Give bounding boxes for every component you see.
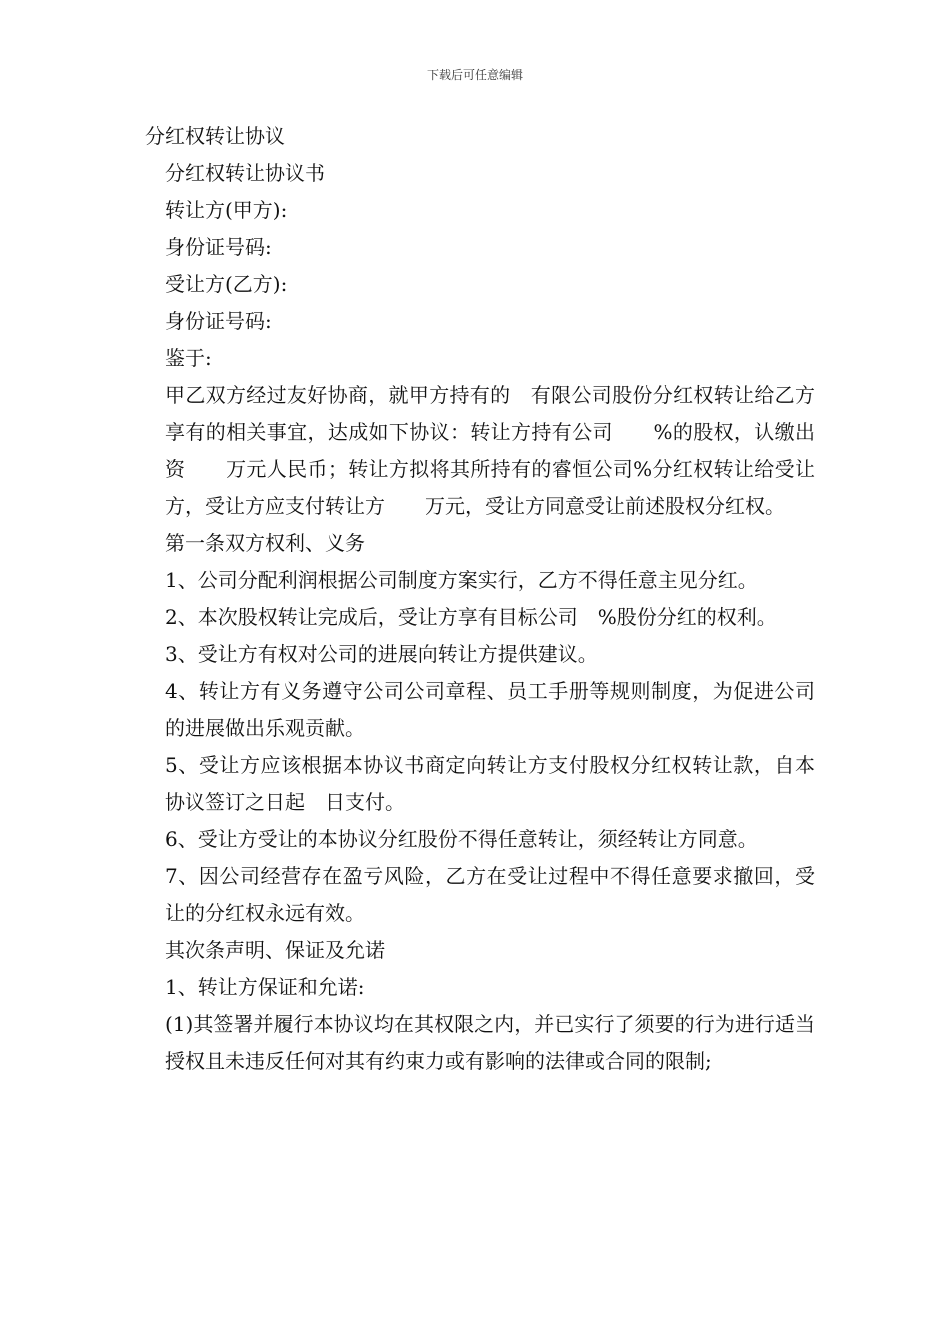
document-body [145, 118, 815, 1080]
article-2-clause-1: 1、转让方保证和允诺: [165, 975, 365, 999]
party-a-id-label: 身份证号码: [165, 235, 272, 259]
article-1-clause-2: 2、本次股权转让完成后，受让方享有目标公司 %股份分红的权利。 [165, 605, 777, 629]
page-header-note: 下载后可任意编辑 [426, 68, 523, 82]
document-title: 分红权转让协议 [145, 124, 285, 148]
party-b-id-label: 身份证号码: [165, 309, 272, 333]
article-1-clause-4: 4、转让方有义务遵守公司公司章程、员工手册等规则制度，为促进公司的进展做出乐观贡献。 [165, 679, 815, 740]
article-2-heading: 其次条声明、保证及允诺 [165, 938, 385, 962]
article-1-clause-5: 5、受让方应该根据本协议书商定向转让方支付股权分红权转让款，自本协议签订之日起 日支付。 [165, 753, 815, 814]
article-1-heading: 第一条双方权利、义务 [165, 531, 365, 555]
article-1-clause-3: 3、受让方有权对公司的进展向转让方提供建议。 [165, 642, 598, 666]
article-2-clause-1-item-1: (1)其签署并履行本协议均在其权限之内，并已实行了须要的行为进行适当授权且未违反任何对其有约束力或有影响的法律或合同的限制; [165, 1012, 815, 1073]
document-subtitle: 分红权转让协议书 [165, 161, 325, 185]
party-b-label: 受让方(乙方): [165, 272, 288, 296]
article-1-clause-6: 6、受让方受让的本协议分红股份不得任意转让，须经转让方同意。 [165, 827, 758, 851]
article-1-clause-7: 7、因公司经营存在盈亏风险，乙方在受让过程中不得任意要求撤回，受让的分红权永远有效。 [165, 864, 815, 925]
recital-paragraph: 甲乙双方经过友好协商，就甲方持有的 有限公司股份分红权转让给乙方享有的相关事宜，达成如下协议：转让方持有公司 %的股权，认缴出资 万元人民币；转让方拟将其所持有的睿恒公司%分红权转让给受让方，受让方应支付转让方 万元，受让方同意受让前述股权分红权。 [165, 383, 815, 518]
whereas-label: 鉴于: [165, 346, 212, 370]
article-1-clause-1: 1、公司分配利润根据公司制度方案实行，乙方不得任意主见分红。 [165, 568, 758, 592]
party-a-label: 转让方(甲方): [165, 198, 288, 222]
